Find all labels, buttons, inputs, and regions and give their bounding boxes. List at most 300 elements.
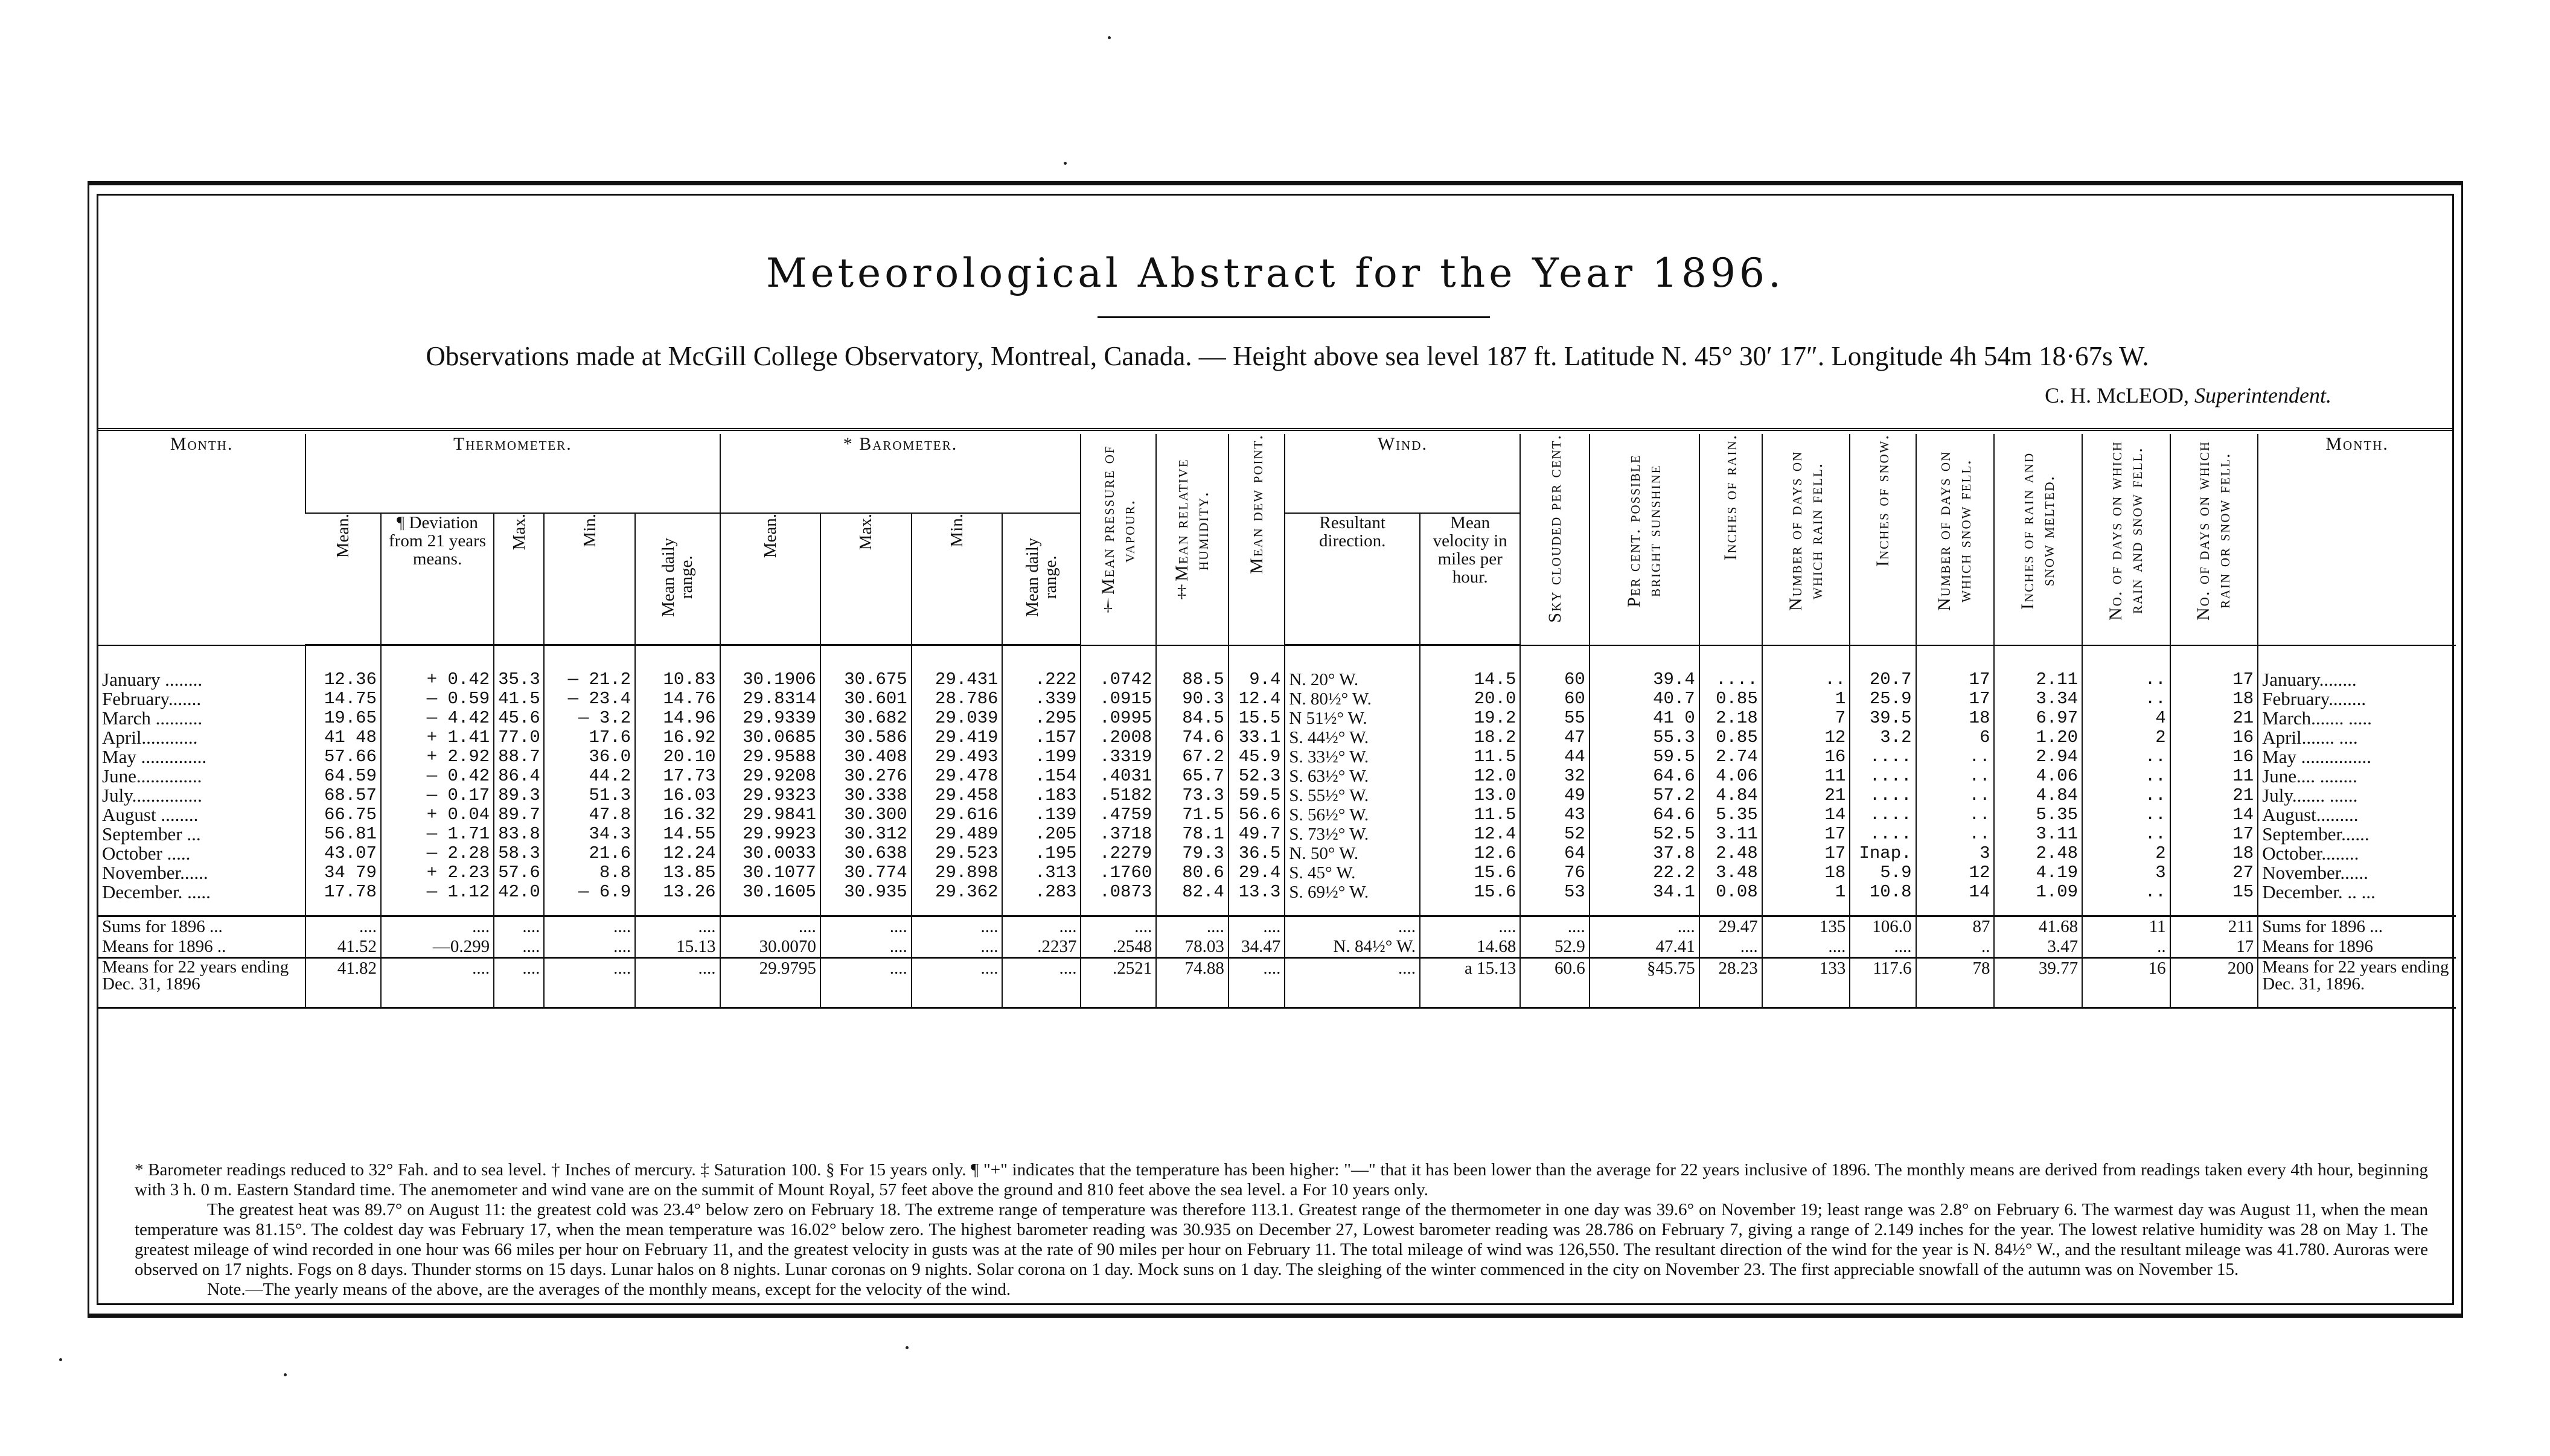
row-label: August ........ [102,804,199,825]
cell-rname: December. .. ... [2258,883,2456,916]
cell-min: 34.3 [544,825,635,844]
cell-either: 21 [2170,709,2258,728]
wind-header: Wind. [1285,434,1520,513]
cell-sdays: .. [1916,825,1995,844]
row-label: Means for 1896 .. [102,937,226,956]
cell-vel: 12.6 [1420,844,1520,863]
cell-dev: — 2.28 [381,844,494,863]
cell-snow: .... [1850,747,1916,767]
month-header-right: Month. [2258,434,2456,645]
cell-dir: .... [1285,916,1420,937]
cell-rdays: .. [1762,645,1850,690]
cell-either: 18 [2170,689,2258,709]
cell-min: .... [544,958,635,1008]
cell-bmin: 29.489 [912,825,1003,844]
cell-bmax: 30.338 [820,786,912,805]
cell-rname: November...... [2258,863,2456,883]
cell-range: 16.92 [635,728,720,747]
cell-either: 18 [2170,844,2258,863]
humidity-header: ‡Mean relative humidity. [1172,458,1213,603]
cell-sdays: 6 [1916,728,1995,747]
cell-rdays: 11 [1762,767,1850,786]
cell-rname: June.... ........ [2258,767,2456,786]
speck [1064,162,1067,165]
cell-dew: 12.4 [1229,689,1285,709]
cell-vel: 19.2 [1420,709,1520,728]
cell-bmax: 30.935 [820,883,912,916]
cell-sun: 47.41 [1590,937,1699,958]
cell-sun: .... [1590,916,1699,937]
cell-hum: 78.1 [1156,825,1229,844]
rain-snow-header: Inches of rain and snow melted. [2018,452,2059,610]
cell-vel: 18.2 [1420,728,1520,747]
cell-sdays: 14 [1916,883,1995,916]
cell-mean: 66.75 [305,805,381,825]
cell-both: .. [2082,747,2170,767]
cell-sun: 37.8 [1590,844,1699,863]
cell-min: 21.6 [544,844,635,863]
cell-max: 89.7 [494,805,544,825]
cell-min: .... [544,937,635,958]
both-days-header: No. of days on which rain and snow fell. [2105,441,2146,621]
cell-dev: — 0.17 [381,786,494,805]
cell-either: 14 [2170,805,2258,825]
cell-sdays: 12 [1916,863,1995,883]
therm-range-header: Mean daily range. [659,537,697,617]
cell-bmin: .... [912,937,1003,958]
cell-min: — 6.9 [544,883,635,916]
cell-hum: 90.3 [1156,689,1229,709]
cell-sky: 32 [1520,767,1589,786]
cell-rname: March....... ..... [2258,709,2456,728]
cell-snow: .... [1850,825,1916,844]
cell-rname: Means for 1896 [2258,937,2456,958]
cell-brange: .139 [1002,805,1081,825]
cell-range: .... [635,958,720,1008]
cell-vel: 12.4 [1420,825,1520,844]
cell-rain: 2.48 [1699,844,1762,863]
speck [59,1358,62,1361]
cell-brange: .339 [1002,689,1081,709]
cell-bmax: .... [820,937,912,958]
therm-dev-header: ¶ Deviation from 21 years means. [381,513,494,645]
table-row [98,863,2456,883]
cell-both: .. [2082,786,2170,805]
cell-rdays: 133 [1762,958,1850,1008]
superintendent [2045,383,2331,408]
table-row [98,825,2456,844]
cell-rdays: 7 [1762,709,1850,728]
cell-melt: 4.19 [1994,863,2082,883]
cell-min: 51.3 [544,786,635,805]
cell-sky: 60 [1520,689,1589,709]
cell-min: 8.8 [544,863,635,883]
cell-bmax: .... [820,958,912,1008]
cell-bmean: 29.9208 [720,767,820,786]
cell-brange: .154 [1002,767,1081,786]
cell-rname: September...... [2258,825,2456,844]
cell-melt: 2.11 [1994,645,2082,690]
cell-mean: 43.07 [305,844,381,863]
cell-sun: 55.3 [1590,728,1699,747]
cell-either: 17 [2170,645,2258,690]
summary-text: The greatest heat was 89.7° on August 11: the greatest cold was 23.4° below zero on February 18. The extreme range of temperature was therefore 113.1. Greatest range of the thermometer in one day was 39.6° on November 19; least range was 2.8° on February 6. The warmest day was August 11, when the mean temperature was 81.15°. The coldest day was February 17, when the mean temperature was 16.02° below zero. The highest barometer reading was 30.935 on December 27, Lowest barometer reading was 28.786 on February 7, giving a range of 2.149 inches for the year. The lowest relative humidity was 28 on May 1. The greatest mileage of wind recorded in one hour was 66 miles per hour on February 11, and the greatest velocity in gusts was at the rate of 90 miles per hour on February 11. The total mileage of wind was 126,550. The resultant direction of the wind for the year is N. 84½° W., and the resultant mileage was 41.780. Auroras were observed on 17 nights. Fogs on 8 days. Thunder storms on 15 days. Lunar halos on 8 nights. Lunar coronas on 9 nights. Solar corona on 1 day. Mock suns on 1 day. The sleighing of the winter commenced in the city on November 23. The first appreciable snowfall of the autumn was on November 15. [135,1200,2428,1279]
cell-range: 20.10 [635,747,720,767]
table-row [98,709,2456,728]
cell-sky: 52 [1520,825,1589,844]
cell-snow: 3.2 [1850,728,1916,747]
superintendent-title: Superintendent. [2194,383,2331,407]
cell-rdays: 12 [1762,728,1850,747]
cell-brange: .... [1002,958,1081,1008]
cell-brange: .205 [1002,825,1081,844]
cell-bmean: 29.9923 [720,825,820,844]
cell-melt: 39.77 [1994,958,2082,1008]
cell-snow: 117.6 [1850,958,1916,1008]
cell-dew: 34.47 [1229,937,1285,958]
cell-hum: 82.4 [1156,883,1229,916]
cell-bmean: 29.9841 [720,805,820,825]
cell-dew: .... [1229,916,1285,937]
cell-sdays: 3 [1916,844,1995,863]
cell-melt: 3.11 [1994,825,2082,844]
cell-snow: .... [1850,937,1916,958]
cell-bmin: 29.419 [912,728,1003,747]
baro-max-header: Max. [856,514,876,551]
cell-both: .. [2082,883,2170,916]
cell-bmax: 30.682 [820,709,912,728]
cell-rname: January........ [2258,645,2456,690]
title-rule [1098,316,1490,318]
cell-bmin: .... [912,916,1003,937]
row-label: October ..... [102,843,191,864]
cell-dev: + 1.41 [381,728,494,747]
cell-dir: S. 55½° W. [1285,786,1420,805]
sky-header: Sky clouded per cent. [1544,434,1565,623]
cell-both: 16 [2082,958,2170,1008]
cell-melt: 3.34 [1994,689,2082,709]
cell-sun: 22.2 [1590,863,1699,883]
cell-either: 15 [2170,883,2258,916]
cell-hum: 80.6 [1156,863,1229,883]
cell-bmax: 30.601 [820,689,912,709]
cell-snow: 10.8 [1850,883,1916,916]
cell-vap: .2008 [1081,728,1156,747]
cell-dir: .... [1285,958,1420,1008]
cell-sky: 49 [1520,786,1589,805]
cell-sun: 52.5 [1590,825,1699,844]
cell-sun: 64.6 [1590,805,1699,825]
month-header: Month. [98,434,305,645]
cell-snow: 39.5 [1850,709,1916,728]
cell-rdays: 18 [1762,863,1850,883]
cell-both: 11 [2082,916,2170,937]
therm-max-header: Max. [509,514,529,551]
cell-either: 17 [2170,825,2258,844]
cell-dir: S. 56½° W. [1285,805,1420,825]
cell-dev: —0.299 [381,937,494,958]
cell-vap: .0915 [1081,689,1156,709]
cell-brange: .195 [1002,844,1081,863]
observations-line: Observations made at McGill College Observatory, Montreal, Canada. — Height above sea level 187 ft. Latitude N. 45° 30′ 17″. Longitude 4h 54m 18·67s W. [426,341,2149,371]
cell-rain: 0.85 [1699,728,1762,747]
cell-either: 11 [2170,767,2258,786]
row-label: January ........ [102,668,203,690]
cell-rdays: 135 [1762,916,1850,937]
cell-vap: .3718 [1081,825,1156,844]
cell-max: 41.5 [494,689,544,709]
table-row [98,958,2456,1008]
cell-bmin: 29.458 [912,786,1003,805]
cell-sun: 57.2 [1590,786,1699,805]
cell-rdays: 16 [1762,747,1850,767]
cell-both: 2 [2082,728,2170,747]
cell-sky: 55 [1520,709,1589,728]
row-label: September ... [102,823,201,845]
table-row [98,645,2456,690]
cell-melt: 6.97 [1994,709,2082,728]
cell-dir: N. 80½° W. [1285,689,1420,709]
cell-min: 36.0 [544,747,635,767]
cell-max: .... [494,937,544,958]
cell-vap: .2521 [1081,958,1156,1008]
row-label: Means for 22 years ending Dec. 31, 1896 [98,958,305,1008]
cell-sun: 39.4 [1590,645,1699,690]
cell-dev: — 1.12 [381,883,494,916]
cell-max: 83.8 [494,825,544,844]
cell-range: 14.96 [635,709,720,728]
cell-mean: 57.66 [305,747,381,767]
cell-dew: 36.5 [1229,844,1285,863]
cell-melt: 3.47 [1994,937,2082,958]
cell-max: 57.6 [494,863,544,883]
cell-mean: 19.65 [305,709,381,728]
cell-sun: §45.75 [1590,958,1699,1008]
cell-snow: .... [1850,805,1916,825]
cell-dev: .... [381,916,494,937]
table-row [98,805,2456,825]
rain-header: Inches of rain. [1720,434,1740,561]
cell-sky: 52.9 [1520,937,1589,958]
cell-rain: 5.35 [1699,805,1762,825]
cell-hum: 79.3 [1156,844,1229,863]
cell-bmin: 29.478 [912,767,1003,786]
snow-header: Inches of snow. [1872,434,1893,567]
cell-rain: 4.06 [1699,767,1762,786]
cell-dew: 45.9 [1229,747,1285,767]
cell-brange: .313 [1002,863,1081,883]
cell-either: 16 [2170,728,2258,747]
cell-sdays: 17 [1916,645,1995,690]
cell-vel: 12.0 [1420,767,1520,786]
cell-bmax: 30.312 [820,825,912,844]
cell-sky: 53 [1520,883,1589,916]
cell-rain: 29.47 [1699,916,1762,937]
thermometer-header: Thermometer. [305,434,720,513]
row-label: November...... [102,862,208,883]
cell-snow: 20.7 [1850,645,1916,690]
cell-vel: 14.68 [1420,937,1520,958]
cell-vap: .4031 [1081,767,1156,786]
cell-vel: 15.6 [1420,863,1520,883]
cell-rdays: 17 [1762,844,1850,863]
cell-mean: 41.82 [305,958,381,1008]
cell-dev: + 2.23 [381,863,494,883]
cell-sdays: .. [1916,747,1995,767]
cell-mean: 64.59 [305,767,381,786]
cell-dir: S. 63½° W. [1285,767,1420,786]
speck [284,1373,287,1376]
cell-max: .... [494,958,544,1008]
cell-mean: 68.57 [305,786,381,805]
cell-range: 10.83 [635,645,720,690]
cell-hum: 84.5 [1156,709,1229,728]
snow-days-header: Number of days on which snow fell. [1934,450,1975,611]
cell-hum: .... [1156,916,1229,937]
cell-rain: .... [1699,937,1762,958]
cell-bmin: 29.431 [912,645,1003,690]
cell-rname: August......... [2258,805,2456,825]
cell-snow: .... [1850,786,1916,805]
cell-hum: 88.5 [1156,645,1229,690]
cell-dew: 15.5 [1229,709,1285,728]
cell-vel: 15.6 [1420,883,1520,916]
superintendent-name: C. H. McLEOD, [2045,383,2190,407]
page-title: Meteorological Abstract for the Year 1896. [766,250,1785,296]
speck [1108,36,1111,39]
footnote-text: * Barometer readings reduced to 32° Fah. and to sea level. † Inches of mercury. ‡ Saturation 100. § For 15 years only. ¶ "+" indicates that the temperature has been higher: "—" that it has been lower than the average for 22 years inclusive of 1896. The monthly means are derived from readings taken every 4th hour, beginning with 3 h. 0 m. Eastern Standard time. The anemometer and wind vane are on the summit of Mount Royal, 57 feet above the ground and 810 feet above the sea level. a For 10 years only. [135,1160,2428,1199]
cell-sun: 34.1 [1590,883,1699,916]
cell-bmean: 30.1077 [720,863,820,883]
either-days-header: No. of days on which rain or snow fell. [2193,441,2234,621]
cell-brange: .199 [1002,747,1081,767]
table-row [98,916,2456,937]
cell-both: .. [2082,825,2170,844]
cell-rain: 2.18 [1699,709,1762,728]
cell-bmin: 29.898 [912,863,1003,883]
cell-dew: 9.4 [1229,645,1285,690]
row-label: March .......... [102,707,203,729]
cell-dir: S. 73½° W. [1285,825,1420,844]
rain-days-header: Number of days on which rain fell. [1785,450,1826,611]
cell-rname: April....... .... [2258,728,2456,747]
cell-sky: 60.6 [1520,958,1589,1008]
cell-both: .. [2082,767,2170,786]
cell-brange: .222 [1002,645,1081,690]
cell-sky: 60 [1520,645,1589,690]
cell-hum: 73.3 [1156,786,1229,805]
cell-dir: S. 33½° W. [1285,747,1420,767]
cell-bmean: 29.9588 [720,747,820,767]
cell-dir: N 51½° W. [1285,709,1420,728]
cell-melt: 2.94 [1994,747,2082,767]
cell-max: 86.4 [494,767,544,786]
table-row [98,937,2456,958]
cell-either: 16 [2170,747,2258,767]
cell-range: 12.24 [635,844,720,863]
cell-both: 2 [2082,844,2170,863]
cell-sdays: .. [1916,805,1995,825]
cell-rdays: 17 [1762,825,1850,844]
cell-bmean: 30.1906 [720,645,820,690]
cell-range: 14.55 [635,825,720,844]
cell-either: 200 [2170,958,2258,1008]
cell-min: 47.8 [544,805,635,825]
cell-bmin: 29.039 [912,709,1003,728]
cell-brange: .183 [1002,786,1081,805]
cell-either: 17 [2170,937,2258,958]
cell-dev: — 4.42 [381,709,494,728]
cell-rdays: 1 [1762,883,1850,916]
abstract-table [98,434,2456,1009]
cell-sun: 40.7 [1590,689,1699,709]
cell-rdays: 21 [1762,786,1850,805]
note-text: Note.—The yearly means of the above, are the averages of the monthly means, except for the velocity of the wind. [207,1280,1011,1299]
cell-sky: 47 [1520,728,1589,747]
cell-vap: .2279 [1081,844,1156,863]
cell-dir: N. 50° W. [1285,844,1420,863]
cell-either: 21 [2170,786,2258,805]
cell-bmax: 30.774 [820,863,912,883]
cell-vap: .0873 [1081,883,1156,916]
cell-vel: 20.0 [1420,689,1520,709]
cell-range: .... [635,916,720,937]
cell-range: 16.03 [635,786,720,805]
cell-sun: 59.5 [1590,747,1699,767]
cell-sun: 41 0 [1590,709,1699,728]
cell-rain: 0.85 [1699,689,1762,709]
cell-bmax: 30.300 [820,805,912,825]
cell-hum: 67.2 [1156,747,1229,767]
cell-max: 45.6 [494,709,544,728]
row-label: December. ..... [102,881,211,902]
cell-vap: .... [1081,916,1156,937]
cell-max: 35.3 [494,645,544,690]
cell-bmax: .... [820,916,912,937]
cell-rname: July....... ...... [2258,786,2456,805]
cell-bmin: 29.616 [912,805,1003,825]
cell-bmax: 30.408 [820,747,912,767]
cell-mean: 14.75 [305,689,381,709]
cell-range: 15.13 [635,937,720,958]
cell-dev: + 2.92 [381,747,494,767]
cell-vel: a 15.13 [1420,958,1520,1008]
cell-sdays: 17 [1916,689,1995,709]
cell-max: 89.3 [494,786,544,805]
cell-brange: .157 [1002,728,1081,747]
cell-rname: February........ [2258,689,2456,709]
cell-dir: N. 84½° W. [1285,937,1420,958]
cell-hum: 78.03 [1156,937,1229,958]
cell-bmin: 28.786 [912,689,1003,709]
cell-sdays: .. [1916,937,1995,958]
cell-sdays: .. [1916,767,1995,786]
cell-melt: 2.48 [1994,844,2082,863]
cell-sdays: 87 [1916,916,1995,937]
cell-mean: 41 48 [305,728,381,747]
cell-melt: 5.35 [1994,805,2082,825]
cell-sky: 76 [1520,863,1589,883]
cell-bmean: 30.0033 [720,844,820,863]
month-rows [98,645,2456,916]
cell-bmean: 30.0070 [720,937,820,958]
cell-bmean: 29.9323 [720,786,820,805]
row-label: Sums for 1896 ... [98,916,305,937]
cell-dir: S. 44½° W. [1285,728,1420,747]
cell-snow: 106.0 [1850,916,1916,937]
row-label: April............ [102,727,198,748]
cell-vap: .5182 [1081,786,1156,805]
